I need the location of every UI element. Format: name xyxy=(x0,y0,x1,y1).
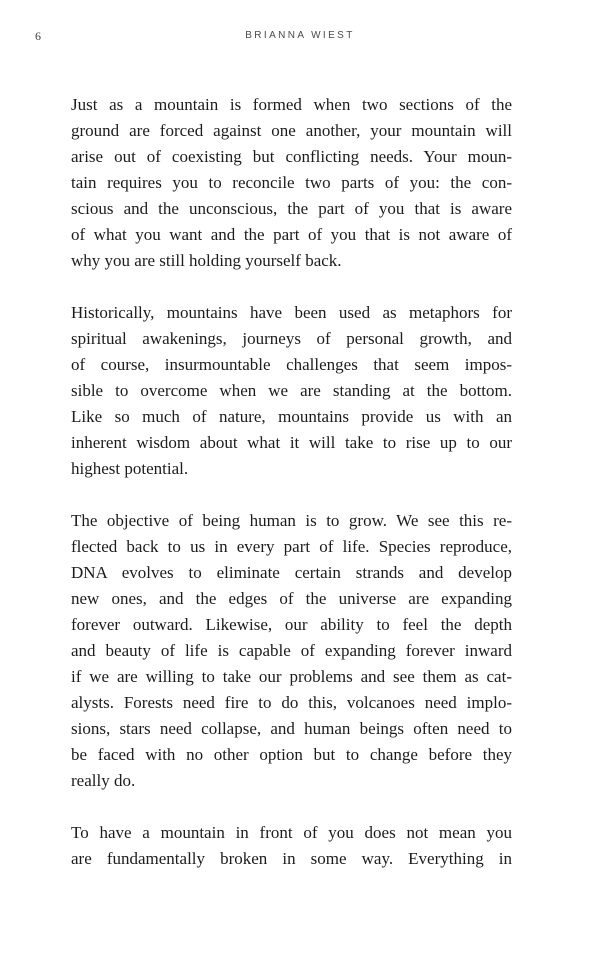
text-line: be faced with no other option but to change before they xyxy=(71,745,512,764)
text-line: arise out of coexisting but conflicting needs. Your moun- xyxy=(71,147,512,166)
text-line: are fundamentally broken in some way. Everything in xyxy=(71,849,512,868)
text-line: scious and the unconscious, the part of you that is aware xyxy=(71,199,512,218)
text-line: ground are forced against one another, your mountain will xyxy=(71,121,512,140)
text-line: why you are still holding yourself back. xyxy=(71,251,342,270)
paragraph xyxy=(71,508,512,794)
text-line: spiritual awakenings, journeys of personal growth, and xyxy=(71,329,512,348)
text-line: The objective of being human is to grow. We see this re- xyxy=(71,511,512,530)
text-line: forever outward. Likewise, our ability to feel the depth xyxy=(71,615,512,634)
paragraph xyxy=(71,300,512,482)
text-line: if we are willing to take our problems and see them as cat- xyxy=(71,667,512,686)
text-line: DNA evolves to eliminate certain strands and develop xyxy=(71,563,512,582)
paragraph xyxy=(71,92,512,274)
text-line: and beauty of life is capable of expanding forever inward xyxy=(71,641,512,660)
page-number: 6 xyxy=(35,29,41,43)
text-line: alysts. Forests need fire to do this, volcanoes need implo- xyxy=(71,693,512,712)
text-line: flected back to us in every part of life. Species reproduce, xyxy=(71,537,512,556)
text-line: new ones, and the edges of the universe are expanding xyxy=(71,589,512,608)
text-line: Just as a mountain is formed when two sections of the xyxy=(71,95,512,114)
text-line: really do. xyxy=(71,771,136,790)
text-line: of course, insurmountable challenges that seem impos- xyxy=(71,355,512,374)
text-line: Like so much of nature, mountains provide us with an xyxy=(71,407,512,426)
paragraph xyxy=(71,820,512,872)
text-line: sions, stars need collapse, and human beings often need to xyxy=(71,719,512,738)
text-line: Historically, mountains have been used as metaphors for xyxy=(71,303,512,322)
text-line: highest potential. xyxy=(71,459,189,478)
text-line: of what you want and the part of you that is not aware of xyxy=(71,225,512,244)
running-head: BRIANNA WIEST xyxy=(245,30,355,41)
text-line: To have a mountain in front of you does not mean you xyxy=(71,823,512,842)
body-text xyxy=(71,92,512,872)
text-line: sible to overcome when we are standing at the bottom. xyxy=(71,381,512,400)
text-line: inherent wisdom about what it will take to rise up to our xyxy=(71,433,512,452)
text-line: tain requires you to reconcile two parts of you: the con- xyxy=(71,173,512,192)
